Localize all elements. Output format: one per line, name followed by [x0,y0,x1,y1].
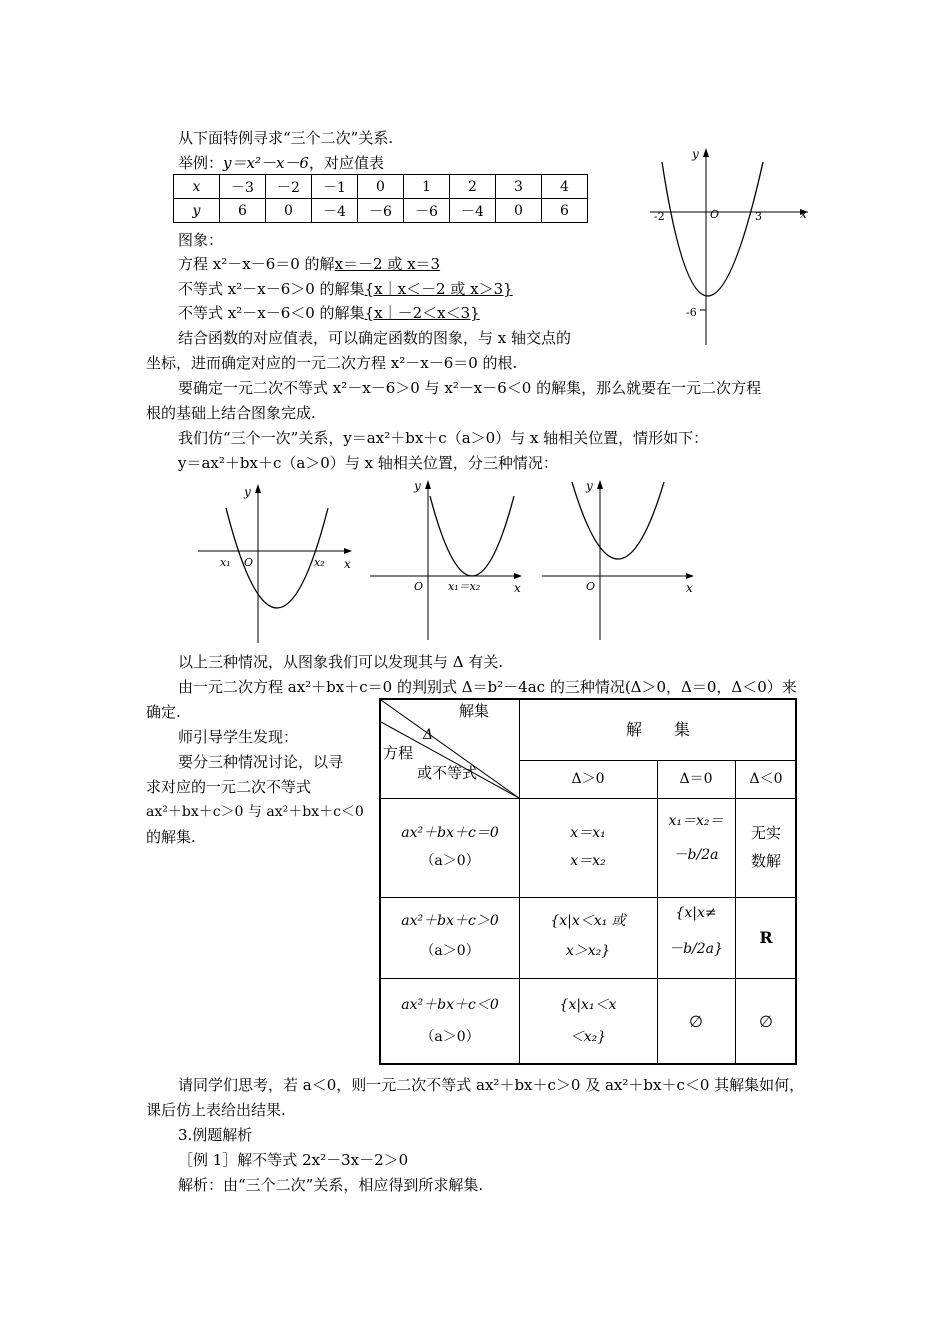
cell-empty-set: ∅ [759,1012,773,1031]
inequality-gt-text: 不等式 x²－x－6＞0 的解集 [178,280,365,298]
graph-a-curve [226,508,328,608]
graph-c-origin: O [586,580,596,593]
table-cell: 1 [404,175,450,199]
example-line [178,153,384,173]
cell-solution: x＝x₁ [570,825,606,841]
header-delta-positive: Δ＞0 [571,771,605,787]
intro-line: 从下面特例寻求“三个二次”关系. [178,129,394,147]
graph-c-curve [572,482,664,559]
origin-label: O [710,208,720,221]
table-cell: 0 [358,175,404,199]
table-cell: －3 [220,175,266,199]
root-left-label: -2 [654,210,665,223]
cell-solution: 数解 [750,852,781,870]
side-text-line: 的解集. [146,828,196,846]
table-cell: 6 [220,199,266,223]
cell-solution: x＝x₂ [570,853,606,869]
x-header: x [174,175,220,199]
row-label-condition: （a＞0） [420,943,480,959]
table-cell: －4 [312,199,358,223]
table-cell: －4 [450,199,496,223]
graph-a-x-label: x [344,557,351,571]
paragraph-line: 由一元二次方程 ax²＋bx＋c＝0 的判别式 Δ＝b²－4ac 的三种情况(Δ＞0，Δ＝0，Δ＜0）来 [178,678,797,696]
side-text-line: ax²＋bx＋c＞0 与 ax²＋bx＋c＜0 [146,804,364,820]
analysis-line: 解析：由“三个二次”关系，相应得到所求解集. [178,1176,484,1194]
graph-a-y-label: y [244,485,251,499]
table-cell: 2 [450,175,496,199]
row-divider [381,897,797,898]
cell-solution: －b/2a [673,847,719,863]
graph-b-x-arrow [514,573,522,579]
paragraph-line: 根的基础上结合图象完成. [146,404,316,422]
parabola-curve [662,162,763,296]
paragraph-line: 确定. [146,703,181,721]
paragraph-line: 以上三种情况，从图象我们可以发现其与 Δ 有关. [178,653,504,671]
cell-empty-set: ∅ [689,1012,703,1031]
header-delta-negative: Δ＜0 [749,771,783,787]
row-label-condition: （a＞0） [420,853,480,869]
row-label-inequality-lt: ax²＋bx＋c＜0 [401,997,499,1013]
equation-text: 方程 x²－x－6＝0 的解 [178,255,335,273]
table-row-y [174,199,588,223]
parabola-graph-example [640,140,820,350]
row-divider [381,978,797,979]
vertex-label: -6 [686,306,697,319]
graph-b-x-label: x [514,581,521,595]
table-cell: －1 [312,175,358,199]
y-axis-label: y [692,147,699,161]
example-function: y＝x²－x－6 [223,154,309,172]
diag-mid-label: Δ [423,727,434,743]
value-table [173,174,588,223]
side-text-line: 师引导学生发现： [178,728,299,746]
cell-solution-real-numbers: R [759,928,773,947]
table-row-x [174,175,588,199]
cell-solution: ＜x₂} [569,1029,607,1045]
equation-solution: x＝－2 或 x＝3 [334,255,441,273]
x-axis-label: x [800,207,807,221]
section-title: 3.例题解析 [178,1126,253,1144]
side-text-line: 求对应的一元二次不等式 [146,778,312,796]
graph-c-y-arrow [597,480,603,489]
graph-b-y-arrow [425,480,431,489]
paragraph-line: 课后仿上表给出结果. [146,1101,286,1119]
graph-label: 图象： [178,231,224,249]
side-text-line: 要分三种情况讨论，以寻 [178,753,344,771]
example-prefix: 举例： [178,154,224,172]
root-right-label: 3 [755,210,762,223]
diag-top-label: 解集 [459,702,490,720]
header-solution-set: 解 集 [625,720,690,739]
y-header: y [174,199,220,223]
graph-a-x-arrow [344,548,352,554]
cell-solution: x＞x₂} [565,943,611,959]
table-cell: 0 [496,199,542,223]
table-cell: 0 [266,199,312,223]
example-suffix: ，对应值表 [308,154,384,172]
row-label-inequality-gt: ax²＋bx＋c＞0 [401,913,499,929]
paragraph-line: 坐标，进而确定对应的一元二次方程 x²－x－6＝0 的根. [146,354,518,372]
graph-c-x-label: x [686,581,693,595]
y-axis-arrow [703,148,709,157]
row-label-equation: ax²＋bx＋c＝0 [401,825,499,841]
row-divider [519,760,797,761]
table-cell: －6 [358,199,404,223]
inequality-gt-solution: {x｜x＜－2 或 x＞3} [364,280,513,298]
table-cell: －6 [404,199,450,223]
graph-b-root: x₁＝x₂ [448,580,481,593]
cell-solution: {x|x＜x₁ 或 [550,913,626,929]
cell-solution: {x|x₁＜x [559,997,617,1013]
table-cell: 4 [542,175,588,199]
table-cell: －2 [266,175,312,199]
graph-a-root1: x₁ [220,556,231,569]
graph-a-y-arrow [255,484,261,493]
cell-solution: x₁＝x₂＝ [668,813,724,829]
paragraph-line: 我们仿“三个一次”关系，y＝ax²＋bx＋c（a＞0）与 x 轴相关位置，情形如下： [178,429,709,447]
paragraph-line: 结合函数的对应值表，可以确定函数的图象，与 x 轴交点的 [178,329,571,347]
row-divider [381,798,797,799]
table-cell: 6 [542,199,588,223]
diag-bottom-label-a: 方程 [383,744,414,762]
inequality-gt-line [178,279,513,299]
example-problem: ［例 1］解不等式 2x²－3x－2＞0 [178,1151,409,1169]
header-delta-zero: Δ＝0 [679,771,713,787]
cell-solution: 无实 [750,824,781,842]
paragraph-line: y＝ax²＋bx＋c（a＞0）与 x 轴相关位置，分三种情况： [178,454,558,472]
equation-line [178,254,440,274]
graph-a-root2: x₂ [314,556,325,569]
graph-b-y-label: y [414,479,421,493]
table-cell: 3 [496,175,542,199]
cell-solution: {x|x≠ [675,905,717,921]
cell-solution: －b/2a} [669,941,723,957]
three-parabolas-figure [190,478,710,646]
graph-c-y-label: y [586,479,593,493]
graph-a-origin: O [244,556,254,569]
solution-set-table [379,698,797,1065]
diag-bottom-label-b: 或不等式 [417,764,478,782]
graph-b-origin: O [414,580,424,593]
graph-c-x-arrow [686,573,694,579]
inequality-lt-text: 不等式 x²－x－6＜0 的解集 [178,304,365,322]
inequality-lt-line [178,303,480,323]
graph-b-curve [430,496,514,576]
paragraph-line: 要确定一元二次不等式 x²－x－6＞0 与 x²－x－6＜0 的解集，那么就要在一元二次方程 [178,379,762,397]
row-label-condition: （a＞0） [420,1029,480,1045]
inequality-lt-solution: {x｜－2＜x＜3} [364,304,480,322]
paragraph-line: 请同学们思考，若 a＜0，则一元二次不等式 ax²＋bx＋c＞0 及 ax²＋bx＋c＜0 其解集如何， [178,1076,805,1094]
